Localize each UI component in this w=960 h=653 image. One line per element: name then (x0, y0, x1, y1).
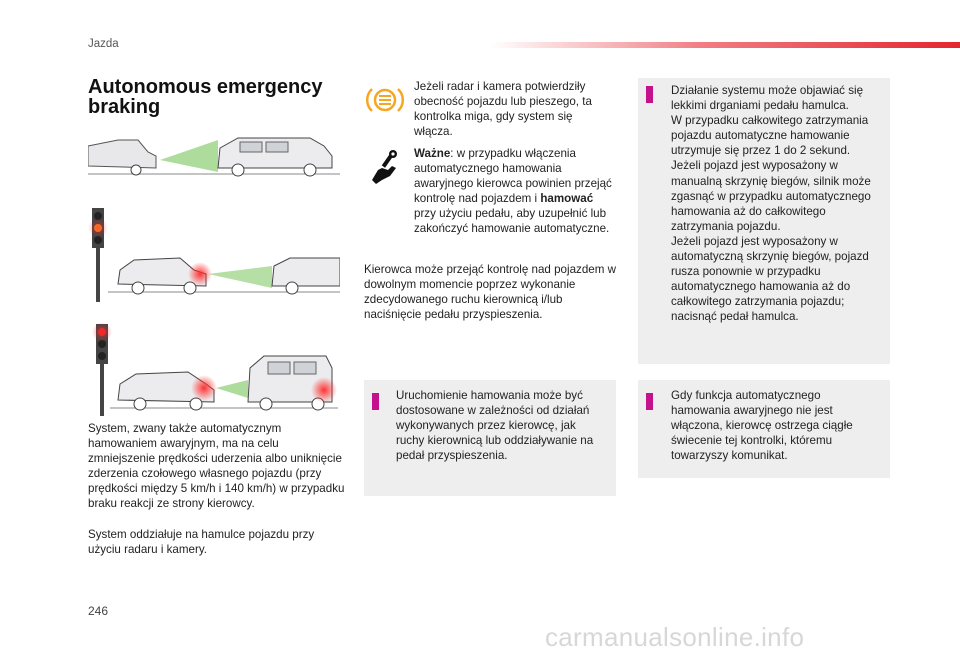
illustration-emergency-braking-stop (88, 322, 340, 418)
section-title: Jazda (88, 38, 119, 50)
driver-control-text: Kierowca może przejąć kontrolę nad pojazdem w dowolnym momencie poprzez wykonanie zdecydowanego ruchu kierownicą i/lub naciśnięcie pedału przyspieszenia. (364, 263, 616, 322)
important-label: Ważne (414, 147, 451, 160)
system-description: System, zwany także automatycznym hamowaniem awaryjnym, ma na celu zmniejszenie prędkości uderzenia albo uniknięcie zderzenia czołowego własnego pojazdu (przy prędkości między 5 km/h i 140 km/h) w przypadku braku reakcji ze strony kierowcy. (88, 422, 345, 511)
system-operation: System oddziałuje na hamulce pojazdu przy użyciu radaru i kamery. (88, 528, 315, 557)
info-box-text: Działanie systemu może objawiać się lekkimi drganiami pedału hamulca. W przypadku całkowitego zatrzymania pojazdu automatyczne hamowanie utrzymuje się przez 1 do 2 sekund. Jeżeli pojazd jest wyposażony w manualną skrzynię biegów, silnik może zgasnąć w przypadku automatycznego hamowania aż do całkowitego zatrzymania pojazdu. Jeżeli pojazd jest wyposażony w automatyczną skrzynię biegów, pojazd rusza ponownie w przypadku automatycznego hamowania aż do całkowitego zatrzymania pojazdu; nacisnąć pedał hamulca. (671, 84, 871, 324)
important-text-1: : w przypadku włączenia automatycznego hamowania awaryjnego kierowca powinien przejąć kontrolę nad pojazdem i (414, 147, 612, 206)
info-box-text: Gdy funkcja automatycznego hamowania awaryjnego nie jest włączona, kierowcę ostrzega ciągłe świecenie tej kontrolki, któremu towarzyszy komunikat. (671, 389, 853, 463)
info-icon (372, 393, 379, 410)
info-icon (646, 86, 653, 103)
info-box-braking-adjust (364, 380, 616, 496)
info-box-disabled-warning (638, 380, 890, 478)
header-accent-bar (490, 42, 960, 48)
footer-watermark: carmanualsonline.info (545, 622, 805, 652)
illustration-traffic-light-braking (88, 204, 340, 304)
page-title: Autonomous emergency braking (88, 76, 323, 118)
emergency-braking-warning-lamp-icon (364, 84, 406, 116)
illustration-pedestrian-car-radar (88, 132, 340, 180)
important-note (414, 146, 616, 237)
info-box-text: Uruchomienie hamowania może być dostosowane w zależności od działań wykonywanych przez kierowcę, jak ruchy kierownicą lub oddziaływanie na pedał przyspieszenia. (396, 389, 594, 463)
info-icon (646, 393, 653, 410)
page-number: 246 (88, 604, 109, 618)
important-bold: hamować (540, 192, 594, 206)
info-box-system-behaviour (638, 78, 890, 364)
warning-lamp-text: Jeżeli radar i kamera potwierdziły obecność pojazdu lub pieszego, ta kontrolka miga, gdy system się włącza. (414, 80, 592, 139)
important-text-2: przy użyciu pedału, aby uzupełnić lub zakończyć hamowanie automatyczne. (414, 207, 610, 236)
hand-wrench-icon (368, 150, 402, 186)
